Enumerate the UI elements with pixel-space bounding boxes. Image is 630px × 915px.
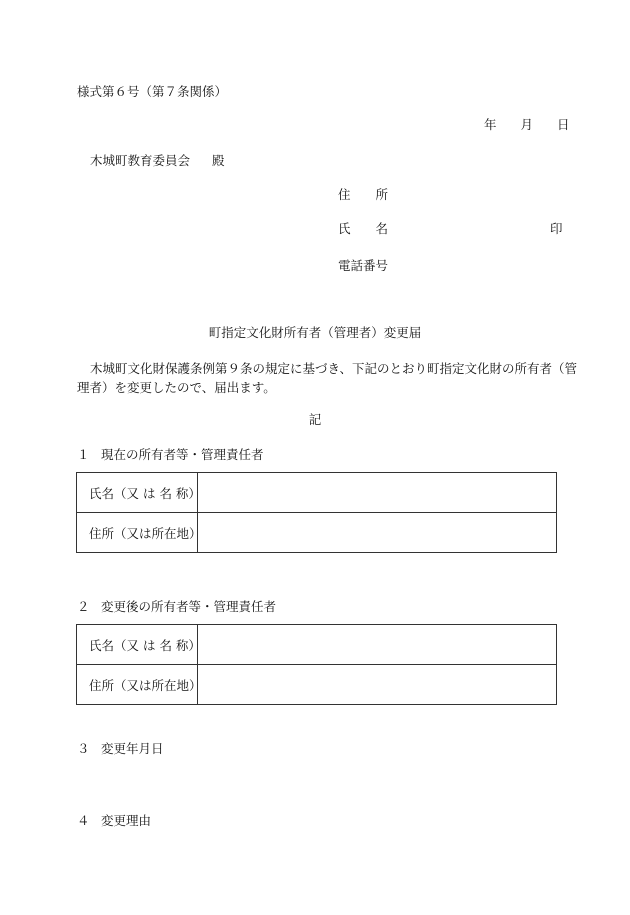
address-label-cell: 住所（又は所在地）	[77, 665, 198, 705]
date-month: 月	[520, 117, 534, 132]
document-title: 町指定文化財所有者（管理者）変更届	[208, 325, 422, 340]
new-owner-table	[76, 624, 557, 705]
current-owner-table	[76, 472, 557, 553]
applicant-address-label: 住 所	[338, 187, 389, 202]
address-label-cell: 住所（又は所在地）	[77, 513, 198, 553]
body-text: 木城町文化財保護条例第９条の規定に基づき、下記のとおり町指定文化財の所有者（管理者）を変更したので、届出ます。	[77, 361, 578, 395]
name-value-cell[interactable]	[198, 473, 557, 513]
ki-heading: 記	[308, 412, 322, 427]
section-4-heading	[77, 813, 151, 828]
table-row	[77, 513, 557, 553]
address-value-cell[interactable]	[198, 665, 557, 705]
date-year: 年	[484, 117, 497, 132]
addressee-honorific: 殿	[212, 153, 225, 168]
section-number: ２	[77, 599, 90, 614]
form-id: 様式第６号（第７条関係）	[77, 84, 228, 99]
table-row	[77, 473, 557, 513]
name-label-cell: 氏名（又 は 名 称）	[77, 625, 198, 665]
address-value-cell[interactable]	[198, 513, 557, 553]
applicant-name-label: 氏 名	[338, 221, 389, 236]
section-label: 変更年月日	[101, 741, 164, 756]
applicant-phone-label: 電話番号	[338, 258, 389, 273]
date-day: 日	[557, 117, 570, 132]
section-number: ３	[77, 741, 90, 756]
table-row	[77, 625, 557, 665]
date-line	[484, 117, 570, 132]
addressee-name: 木城町教育委員会	[90, 153, 191, 168]
name-value-cell[interactable]	[198, 625, 557, 665]
section-3-heading	[77, 741, 164, 756]
section-label: 変更後の所有者等・管理責任者	[101, 599, 277, 614]
addressee	[90, 153, 225, 168]
seal-mark: 印	[550, 221, 563, 236]
section-label: 変更理由	[101, 813, 152, 828]
section-label: 現在の所有者等・管理責任者	[101, 447, 264, 462]
table-row	[77, 665, 557, 705]
section-number: ４	[77, 813, 90, 828]
section-2-heading	[77, 599, 276, 614]
section-number: １	[77, 447, 90, 462]
section-1-heading	[77, 447, 264, 462]
name-label-cell: 氏名（又 は 名 称）	[77, 473, 198, 513]
